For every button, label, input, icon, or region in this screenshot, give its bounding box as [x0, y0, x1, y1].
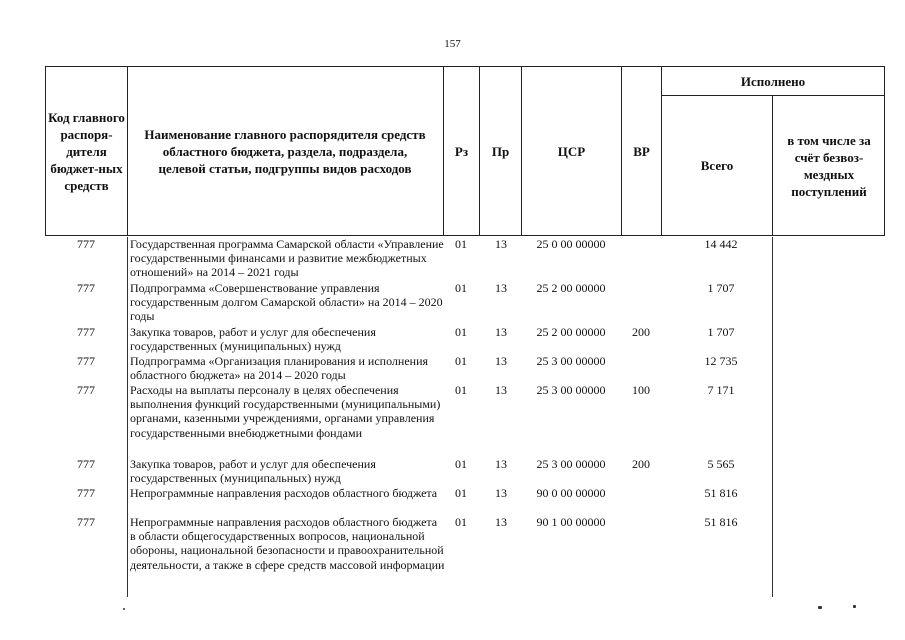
- cell-rz: 01: [455, 515, 467, 529]
- cell-pr: 13: [495, 515, 507, 529]
- cell-rz: 01: [455, 383, 467, 397]
- cell-total: 1 707: [707, 325, 735, 339]
- cell-vr: 200: [632, 457, 650, 471]
- cell-name: Государственная программа Самарской области «Управление государственными финансами и развитие межбюджетных отношений» на 2014 – 2021 годы: [130, 237, 444, 280]
- cell-pr: 13: [495, 383, 507, 397]
- cell-csr: 25 2 00 00000: [536, 325, 606, 339]
- cell-csr: 25 3 00 00000: [536, 457, 606, 471]
- cell-total: 12 735: [704, 354, 738, 368]
- cell-csr: 25 3 00 00000: [536, 383, 606, 397]
- table-row: [45, 325, 885, 354]
- cell-csr: 90 0 00 00000: [536, 486, 606, 500]
- cell-name: Непрограммные направления расходов областного бюджета: [130, 486, 438, 500]
- cell-total: 51 816: [704, 486, 738, 500]
- cell-rz: 01: [455, 325, 467, 339]
- table-row: [45, 237, 885, 281]
- cell-rz: 01: [455, 237, 467, 251]
- cell-rz: 01: [455, 354, 467, 368]
- cell-name: Закупка товаров, работ и услуг для обеспечения государственных (муниципальных) нужд: [130, 325, 376, 354]
- table-row: [45, 354, 885, 383]
- header-bottom-border: [45, 235, 885, 236]
- header-rz: Рз: [454, 143, 469, 159]
- cell-pr: 13: [495, 325, 507, 339]
- table-row: [45, 486, 885, 515]
- header-vline: [884, 66, 885, 236]
- table-row: [45, 281, 885, 325]
- cell-code: 777: [77, 486, 95, 500]
- scan-speck: [123, 608, 125, 610]
- header-vr: ВР: [633, 143, 650, 159]
- cell-csr: 90 1 00 00000: [536, 515, 606, 529]
- cell-vr: 200: [632, 325, 650, 339]
- cell-total: 1 707: [707, 281, 735, 295]
- cell-rz: 01: [455, 457, 467, 471]
- cell-csr: 25 3 00 00000: [536, 354, 606, 368]
- cell-name: Подпрограмма «Организация планирования и исполнения областного бюджета» на 2014 – 2020 годы: [130, 354, 429, 383]
- page-number: 157: [444, 38, 461, 50]
- table-row: [45, 457, 885, 486]
- scan-speck: [818, 606, 822, 609]
- cell-name: Подпрограмма «Совершенствование управления государственным долгом Самарской области» на 2014 – 2020 годы: [130, 281, 443, 324]
- table-header: [45, 66, 885, 236]
- cell-code: 777: [77, 457, 95, 471]
- table-row: [45, 383, 885, 457]
- cell-pr: 13: [495, 486, 507, 500]
- cell-csr: 25 2 00 00000: [536, 281, 606, 295]
- cell-rz: 01: [455, 281, 467, 295]
- cell-total: 51 816: [704, 515, 738, 529]
- cell-code: 777: [77, 383, 95, 397]
- table-body: [45, 237, 885, 589]
- table-row: [45, 515, 885, 589]
- cell-name: Расходы на выплаты персоналу в целях обеспечения выполнения функций государственными (муниципальными) органами, казенными учреждениями, органами управления государственными внебюджетными фондами: [130, 383, 441, 440]
- cell-code: 777: [77, 515, 95, 529]
- scan-speck: [853, 605, 856, 608]
- header-total: Всего: [700, 158, 734, 173]
- cell-total: 5 565: [707, 457, 735, 471]
- cell-vr: 100: [632, 383, 650, 397]
- header-executed: Исполнено: [740, 73, 806, 89]
- cell-pr: 13: [495, 354, 507, 368]
- cell-code: 777: [77, 237, 95, 251]
- header-incl-free: в том числе за счёт безвоз-мездных поступлений: [787, 132, 871, 199]
- cell-pr: 13: [495, 237, 507, 251]
- header-vline: [772, 95, 773, 236]
- header-pr: Пр: [491, 143, 510, 159]
- cell-pr: 13: [495, 281, 507, 295]
- cell-name: Непрограммные направления расходов областного бюджета в области общегосударственных вопросов, национальной обороны, национальной безопасности и правоохранительной деятельности, а также в сфере средств массовой информации: [130, 515, 445, 572]
- cell-code: 777: [77, 325, 95, 339]
- cell-total: 14 442: [704, 237, 738, 251]
- cell-code: 777: [77, 281, 95, 295]
- header-vline: [127, 66, 128, 236]
- header-csr: ЦСР: [557, 143, 586, 159]
- cell-name: Закупка товаров, работ и услуг для обеспечения государственных (муниципальных) нужд: [130, 457, 376, 486]
- header-name: Наименование главного распорядителя средств областного бюджета, раздела, подраздела, целевой статьи, подгруппы видов расходов: [144, 126, 426, 176]
- cell-total: 7 171: [707, 383, 735, 397]
- cell-csr: 25 0 00 00000: [536, 237, 606, 251]
- cell-rz: 01: [455, 486, 467, 500]
- cell-pr: 13: [495, 457, 507, 471]
- cell-code: 777: [77, 354, 95, 368]
- header-code: Код главного распоря-дителя бюджет-ных средств: [48, 109, 125, 193]
